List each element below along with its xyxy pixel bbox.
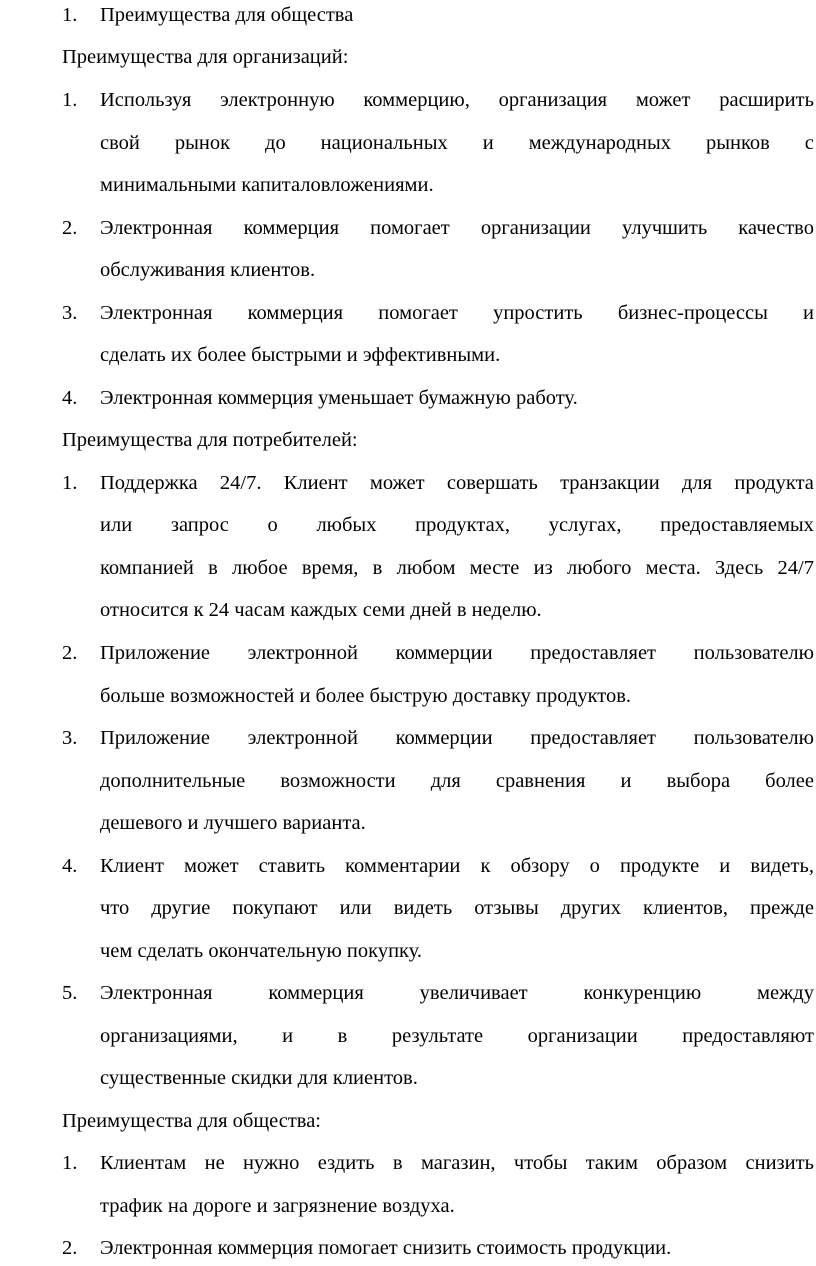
list-item-text: дополнительные возможности для сравнения и выбора более xyxy=(100,770,814,792)
list-item-text: чем сделать окончательную покупку. xyxy=(100,940,423,962)
list-item-text: обслуживания клиентов. xyxy=(100,259,316,281)
list-item-text: дешевого и лучшего варианта. xyxy=(100,812,366,834)
list-item-text: Приложение электронной коммерции предоставляет пользователю xyxy=(100,727,814,749)
list-number: 1. xyxy=(62,1152,78,1174)
list-item-text: относится к 24 часам каждых семи дней в неделю. xyxy=(100,599,542,621)
list-number: 2. xyxy=(62,1237,78,1259)
list-item-text: Клиент может ставить комментарии к обзору о продукте и видеть, xyxy=(100,855,814,877)
list-item-text: существенные скидки для клиентов. xyxy=(100,1067,418,1089)
list-number: 1. xyxy=(62,4,78,26)
list-item-text: Электронная коммерция увеличивает конкуренцию между xyxy=(100,982,814,1004)
list-item-text: Электронная коммерция помогает снизить стоимость продукции. xyxy=(100,1237,672,1259)
list-item-text: больше возможностей и более быструю доставку продуктов. xyxy=(100,685,632,707)
list-item-text: Приложение электронной коммерции предоставляет пользователю xyxy=(100,642,814,664)
list-item-text: свой рынок до национальных и международных рынков с xyxy=(100,132,814,154)
list-item-text: Преимущества для общества xyxy=(100,4,354,26)
list-number: 4. xyxy=(62,387,78,409)
list-item-text: Поддержка 24/7. Клиент может совершать транзакции для продукта xyxy=(100,472,814,494)
list-number: 2. xyxy=(62,217,78,239)
section-heading-society: Преимущества для общества: xyxy=(62,1110,321,1132)
list-item-text: Используя электронную коммерцию, организация может расширить xyxy=(100,89,814,111)
list-item-text: трафик на дороге и загрязнение воздуха. xyxy=(100,1195,455,1217)
list-number: 3. xyxy=(62,302,78,324)
list-item-text: сделать их более быстрыми и эффективными. xyxy=(100,344,501,366)
list-item-text: Электронная коммерция помогает организации улучшить качество xyxy=(100,217,814,239)
section-heading-organizations: Преимущества для организаций: xyxy=(62,46,349,68)
list-item-text: что другие покупают или видеть отзывы других клиентов, прежде xyxy=(100,897,814,919)
list-item-text: Электронная коммерция уменьшает бумажную работу. xyxy=(100,387,578,409)
list-item-text: Электронная коммерция помогает упростить бизнес-процессы и xyxy=(100,302,814,324)
list-number: 1. xyxy=(62,89,78,111)
list-number: 5. xyxy=(62,982,78,1004)
list-number: 4. xyxy=(62,855,78,877)
list-item-text: или запрос о любых продуктах, услугах, предоставляемых xyxy=(100,514,814,536)
list-number: 1. xyxy=(62,472,78,494)
section-heading-consumers: Преимущества для потребителей: xyxy=(62,429,358,451)
list-item-text: компанией в любое время, в любом месте из любого места. Здесь 24/7 xyxy=(100,557,814,579)
list-number: 2. xyxy=(62,642,78,664)
list-number: 3. xyxy=(62,727,78,749)
list-item-text: Клиентам не нужно ездить в магазин, чтобы таким образом снизить xyxy=(100,1152,814,1174)
list-item-text: организациями, и в результате организации предоставляют xyxy=(100,1025,814,1047)
list-item-text: минимальными капиталовложениями. xyxy=(100,174,434,196)
